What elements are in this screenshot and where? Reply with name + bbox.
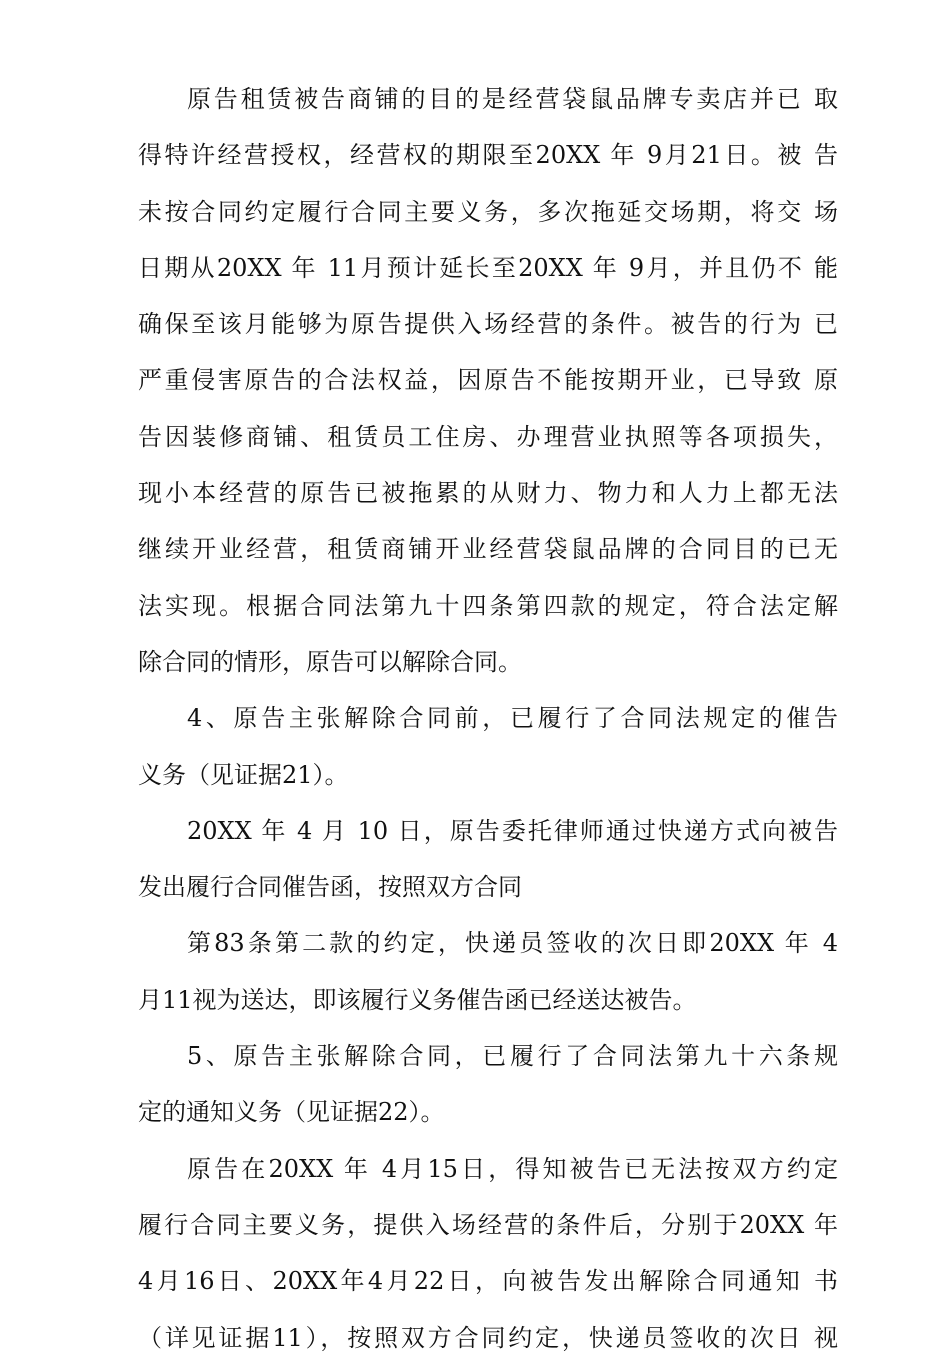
text-line: 义务（见证据21）。	[138, 760, 349, 789]
text-line: 法实现。根据合同法第九十四条第四款的规定，符合法定解	[138, 591, 838, 620]
text-line: 发出履行合同催告函，按照双方合同	[138, 873, 522, 902]
text-line: 现小本经营的原告已被拖累的从财力、物力和人力上都无法	[138, 479, 838, 508]
text-line: 严重侵害原告的合法权益，因原告不能按期开业，已导致 原	[138, 366, 838, 395]
text-line: 除合同的情形，原告可以解除合同。	[138, 647, 522, 676]
text-line: 4、原告主张解除合同前，已履行了合同法规定的催告	[187, 704, 838, 733]
text-line: 日期从20XX 年 11月预计延长至20XX 年 9月，并且仍不 能	[138, 253, 838, 282]
document-body	[138, 71, 838, 1366]
text-line: 20XX 年 4 月 10 日，原告委托律师通过快递方式向被告	[187, 816, 838, 845]
text-line: 继续开业经营，租赁商铺开业经营袋鼠品牌的合同目的已无	[138, 535, 838, 564]
text-line: 定的通知义务（见证据22）。	[138, 1098, 445, 1127]
text-line: 得特许经营授权，经营权的期限至20XX 年 9月21日。被 告	[138, 141, 838, 170]
text-line: 告因装修商铺、租赁员工住房、办理营业执照等各项损失，	[138, 422, 838, 451]
text-line: 未按合同约定履行合同主要义务，多次拖延交场期，将交 场	[138, 197, 838, 226]
text-line: 原告租赁被告商铺的目的是经营袋鼠品牌专卖店并已 取	[187, 85, 838, 113]
text-line: （详见证据11），按照双方合同约定，快递员签收的次日 视	[138, 1323, 838, 1352]
text-line: 4月16日、20XX年4月22日，向被告发出解除合同通知 书	[138, 1267, 838, 1296]
text-line: 第83条第二款的约定，快递员签收的次日即20XX 年 4	[187, 929, 838, 958]
text-line: 履行合同主要义务，提供入场经营的条件后，分别于20XX 年	[138, 1210, 838, 1239]
text-line: 确保至该月能够为原告提供入场经营的条件。被告的行为 已	[138, 310, 838, 339]
text-line: 原告在20XX 年 4月15日，得知被告已无法按双方约定	[187, 1154, 838, 1183]
text-line: 5、原告主张解除合同，已履行了合同法第九十六条规	[187, 1042, 838, 1071]
text-line: 月11视为送达，即该履行义务催告函已经送达被告。	[138, 985, 697, 1014]
